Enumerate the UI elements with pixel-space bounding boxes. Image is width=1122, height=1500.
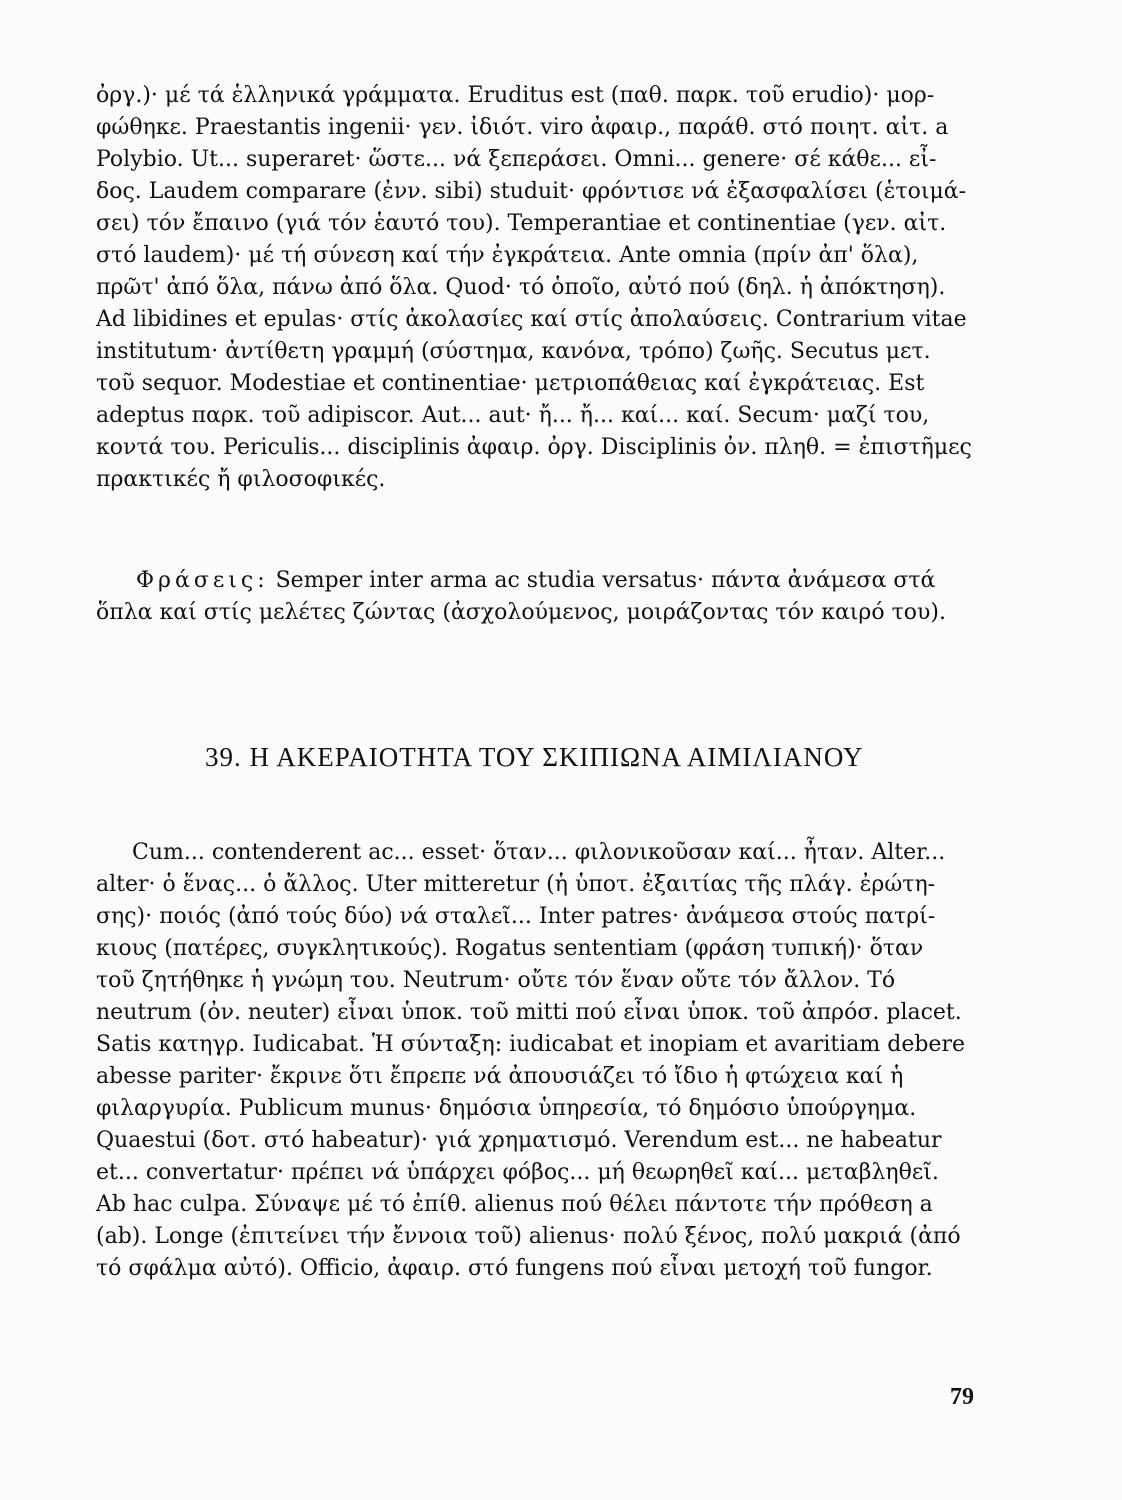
phrases-text: Semper inter arma ac studia versatus· πάντα ἀνάμεσα στά — [275, 568, 936, 593]
text-line: δος. Laudem comparare (ἐνν. sibi) studuit· φρόντισε νά ἐξασφαλίσει (ἑτοιμά- — [96, 179, 967, 204]
text-line: alter· ὁ ἕνας... ὁ ἄλλος. Uter mitteretur (ἡ ὑποτ. ἐξαιτίας τῆς πλάγ. ἐρώτη- — [96, 872, 936, 897]
text-line: Satis κατηγρ. Iudicabat. Ἡ σύνταξη: iudicabat et inopiam et avaritiam debere — [96, 1032, 965, 1057]
text-line: κοντά του. Periculis... disciplinis ἀφαιρ. ὀργ. Disciplinis ὀν. πληθ. = ἐπιστῆμες — [96, 435, 972, 460]
text-line: Polybio. Ut... superaret· ὥστε... νά ξεπεράσει. Omni... genere· σέ κάθε... εἶ- — [96, 147, 937, 172]
text-line: στό laudem)· μέ τή σύνεση καί τήν ἐγκράτεια. Ante omnia (πρίν ἀπ' ὅλα), — [96, 243, 919, 268]
text-line: neutrum (ὀν. neuter) εἶναι ὑποκ. τοῦ mitti πού εἶναι ὑποκ. τοῦ ἀπρόσ. placet. — [96, 1000, 962, 1025]
text-line: (ab). Longe (ἐπιτείνει τήν ἔννοια τοῦ) alienus· πολύ ξένος, πολύ μακριά (ἀπό — [96, 1224, 961, 1249]
text-line: σης)· ποιός (ἀπό τούς δύο) νά σταλεῖ... Inter patres· ἀνάμεσα στούς πατρί- — [96, 904, 936, 929]
text-line: et... convertatur· πρέπει νά ὑπάρχει φόβος... μή θεωρηθεῖ καί... μεταβληθεῖ. — [96, 1160, 939, 1185]
phrases-section — [96, 565, 996, 629]
text-line: Ab hac culpa. Σύναψε μέ τό ἐπίθ. alienus πού θέλει πάντοτε τήν πρόθεση a — [96, 1192, 933, 1217]
text-line: ὀργ.)· μέ τά ἑλληνικά γράμματα. Eruditus est (παθ. παρκ. τοῦ erudio)· μορ- — [96, 83, 935, 108]
text-line: abesse pariter· ἔκρινε ὅτι ἔπρεπε νά ἀπουσιάζει τό ἴδιο ἡ φτώχεια καί ἡ — [96, 1064, 904, 1089]
text-line: φώθηκε. Praestantis ingenii· γεν. ἰδιότ. viro ἀφαιρ., παράθ. στό ποιητ. αἰτ. a — [96, 115, 949, 140]
text-line: σει) τόν ἔπαινο (γιά τόν ἑαυτό του). Temperantiae et continentiae (γεν. αἰτ. — [96, 211, 947, 236]
text-line: Quaestui (δοτ. στό habeatur)· γιά χρηματισμό. Verendum est... ne habeatur — [96, 1128, 942, 1153]
text-line: κιους (πατέρες, συγκλητικούς). Rogatus sententiam (φράση τυπική)· ὅταν — [96, 936, 924, 961]
page-number: 79 — [950, 1384, 974, 1410]
phrases-label: Φράσεις: — [136, 568, 269, 593]
text-line: Cum... contenderent ac... esset· ὅταν... φιλονικοῦσαν καί... ἦταν. Alter... — [132, 840, 946, 865]
text-line: institutum· ἀντίθετη γραμμή (σύστημα, κανόνα, τρόπο) ζωῆς. Secutus μετ. — [96, 339, 931, 364]
text-line: πρακτικές ἤ φιλοσοφικές. — [96, 467, 386, 492]
text-line: adeptus παρκ. τοῦ adipiscor. Aut... aut· ἤ... ἤ... καί... καί. Secum· μαζί του, — [96, 403, 930, 428]
text-line: Ad libidines et epulas· στίς ἀκολασίες καί στίς ἀπολαύσεις. Contrarium vitae — [96, 307, 967, 332]
text-line — [96, 565, 996, 597]
vocabulary-notes-section-39 — [96, 837, 996, 1285]
text-line: τό σφάλμα αὐτό). Officio, ἀφαιρ. στό fungens πού εἶναι μετοχή τοῦ fungor. — [96, 1256, 933, 1281]
text-line: τοῦ ζητήθηκε ἡ γνώμη του. Neutrum· οὔτε τόν ἕναν οὔτε τόν ἄλλον. Τό — [96, 968, 896, 993]
text-line: ὅπλα καί στίς μελέτες ζώντας (ἀσχολούμενος, μοιράζοντας τόν καιρό του). — [96, 600, 946, 625]
text-line: πρῶτ' ἀπό ὅλα, πάνω ἀπό ὅλα. Quod· τό ὁποῖο, αὐτό πού (δηλ. ἡ ἀπόκτηση). — [96, 275, 946, 300]
text-line: φιλαργυρία. Publicum munus· δημόσια ὑπηρεσία, τό δημόσιο ὑπούργημα. — [96, 1096, 917, 1121]
vocabulary-notes-section-38 — [96, 80, 996, 496]
text-line: τοῦ sequor. Modestiae et continentiae· μετριοπάθειας καί ἐγκράτειας. Est — [96, 371, 925, 396]
section-heading: 39. Η ΑΚΕΡΑΙΟΤΗΤΑ ΤΟΥ ΣΚΙΠΙΩΝΑ ΑΙΜΙΛΙΑΝΟΥ — [205, 742, 864, 772]
